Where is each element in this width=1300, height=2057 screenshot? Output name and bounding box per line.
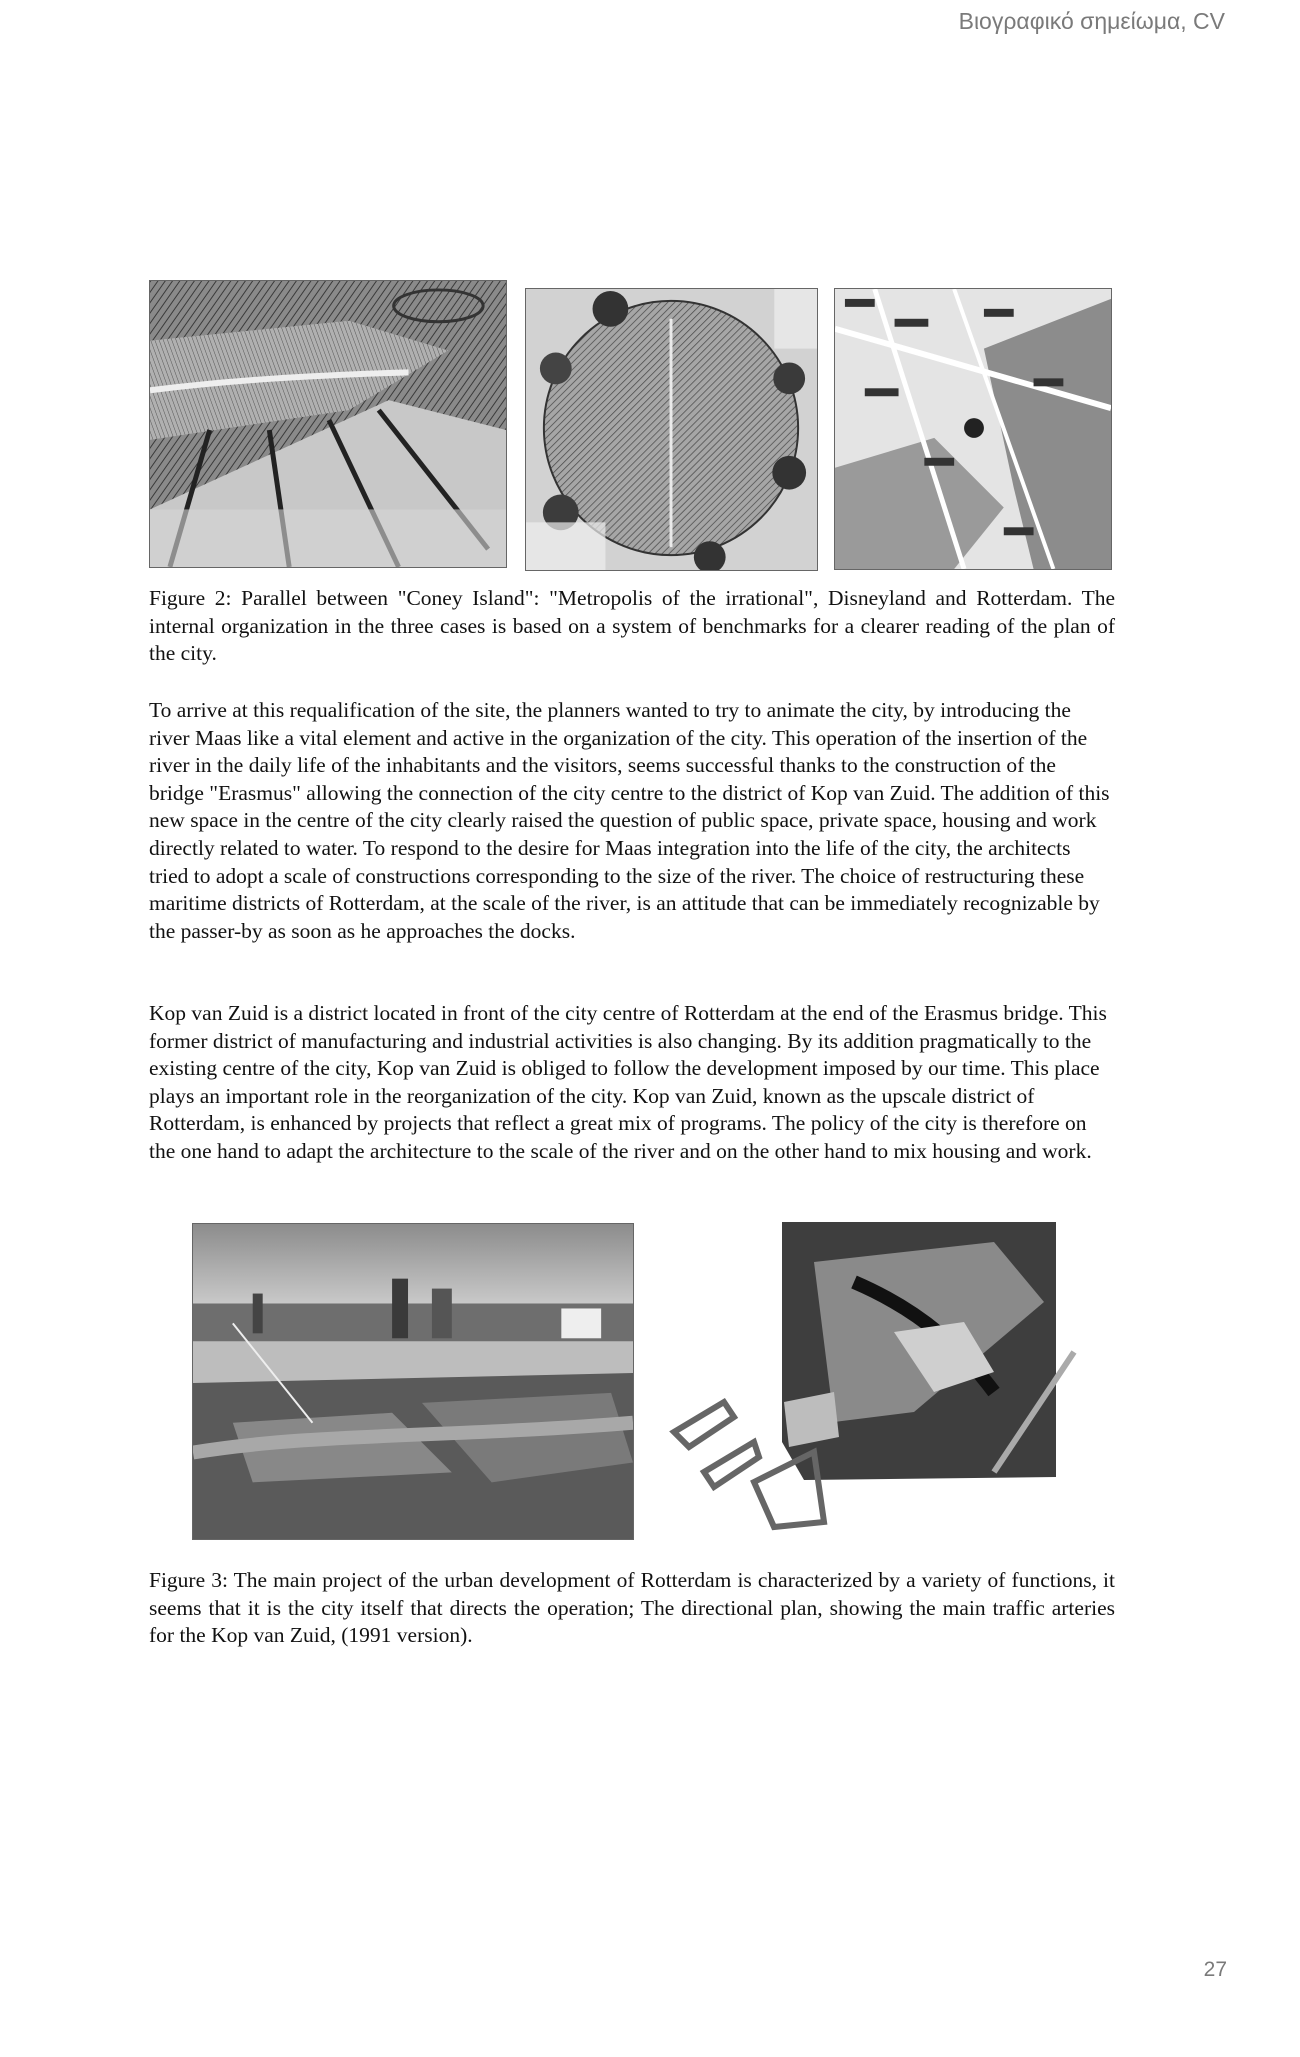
body-paragraph-1: To arrive at this requalification of the site, the planners wanted to try to animate the city, by introducing the river Maas like a vital element and active in the organization of the city. This operation of the insertion of the river in the daily life of the inhabitants and the visitors, seems successful thanks to the construction of the bridge "Erasmus" allowing the connection of the city centre to the district of Kop van Zuid. The addition of this new space in the centre of the city clearly raised the question of public space, private space, housing and work directly related to water. To respond to the desire for Maas integration into the life of the city, the architects tried to adopt a scale of constructions corresponding to the size of the river. The choice of restructuring these maritime districts of Rotterdam, at the scale of the river, is an attitude that can be immediately recognizable by the passer-by as soon as he approaches the docks. [149, 698, 1110, 943]
running-header: Βιογραφικό σημείωμα, CV [958, 8, 1225, 34]
rotterdam-map [834, 288, 1112, 570]
figure-2-caption: Figure 2: Parallel between "Coney Island": "Metropolis of the irrational", Disneyland and Rotterdam. The internal organization in the three cases is based on a system of benchmarks for a clearer reading of the plan of the city. [149, 586, 1115, 666]
figure-3-caption: Figure 3: The main project of the urban development of Rotterdam is characterized by a variety of functions, it seems that it is the city itself that directs the operation; The directional plan, showing the main traffic arteries for the Kop van Zuid, (1991 version). [149, 1568, 1115, 1648]
page-number: 27 [1203, 1958, 1227, 1981]
disneyland-map [525, 288, 818, 571]
kop-van-zuid-aerial-photo [192, 1223, 634, 1540]
coney-island-drawing [149, 280, 507, 568]
body-paragraph-2: Kop van Zuid is a district located in front of the city centre of Rotterdam at the end of the Erasmus bridge. This former district of manufacturing and industrial activities is also changing. By its addition pragmatically to the existing centre of the city, Kop van Zuid is obliged to follow the development imposed by our time. This place plays an important role in the reorganization of the city. Kop van Zuid, known as the upscale district of Rotterdam, is enhanced by projects that reflect a great mix of programs. The policy of the city is therefore on the one hand to adapt the architecture to the scale of the river and on the other hand to mix housing and work. [149, 1001, 1107, 1163]
kop-van-zuid-directional-plan [664, 1222, 1084, 1540]
